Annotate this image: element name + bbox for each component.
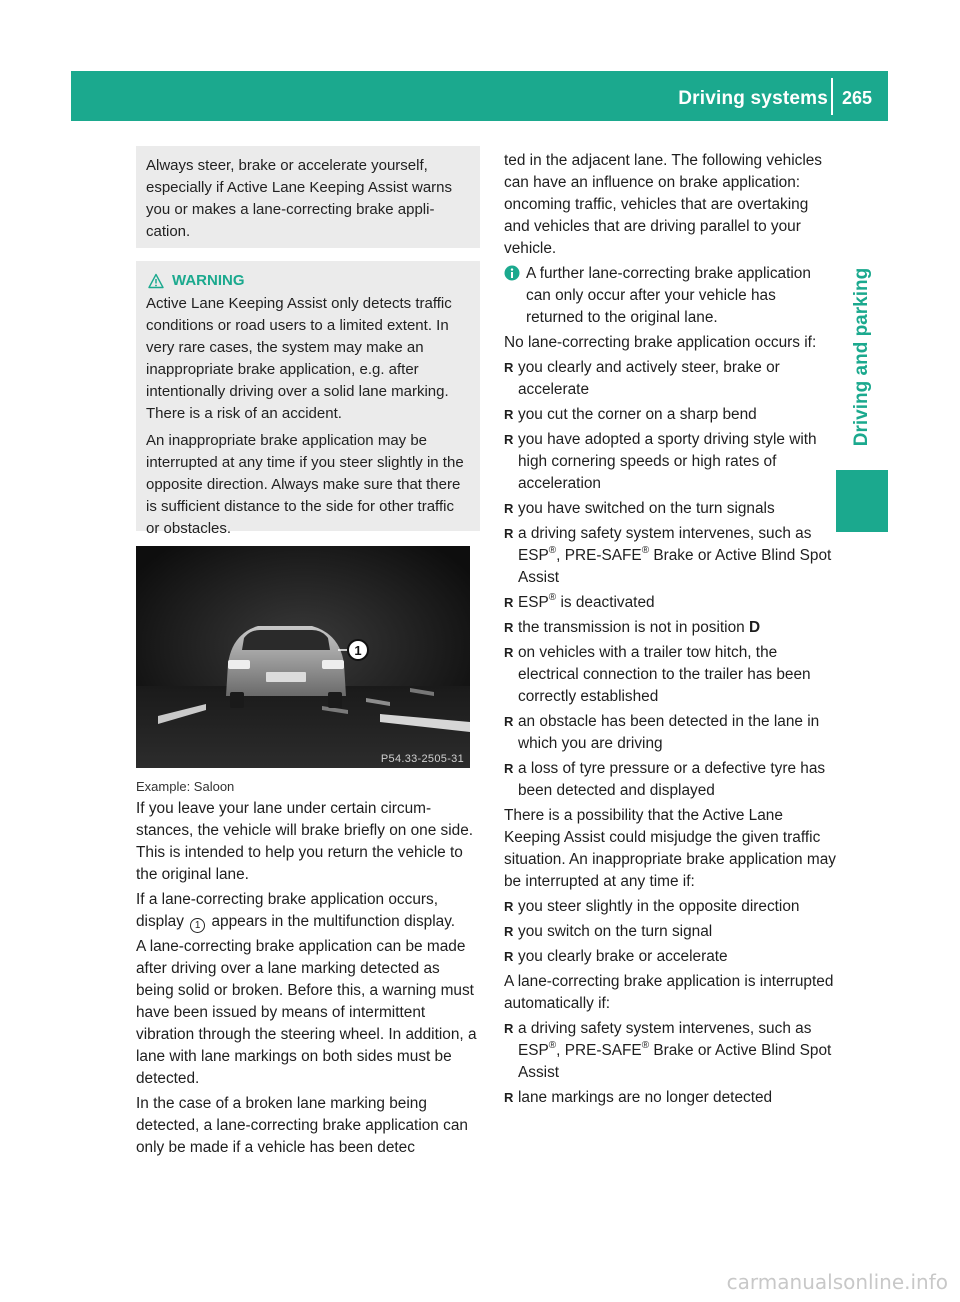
side-tab-label: Driving and parking [851,267,872,447]
side-tab-marker [836,470,888,532]
paragraph: In the case of a broken lane marking being detected, a lane-correcting brake application can only be made if a vehicle has been detec [136,1095,468,1156]
info-icon [504,265,520,281]
list-item: R an obstacle has been detected in the lane in which you are driving [504,711,836,755]
car-icon [226,626,346,708]
list-item: R you steer slightly in the opposite direction [504,896,836,918]
list-item: R you have switched on the turn signals [504,498,836,520]
figure-code: P54.33-2505-31 [380,753,464,765]
paragraph: If you leave your lane under certain circumstances, the vehicle will brake briefly on one side. This is intended to help you return the vehicle to the original lane. [136,800,474,883]
paragraph: ted in the adjacent lane. The following vehicles can have an influence on brake application: oncoming traffic, vehicles that are overtaking and vehicles that are driving parallel to your vehicle. [504,152,822,257]
figure-multifunction-display [136,546,470,768]
warning-box [136,261,480,537]
paragraph: There is a possibility that the Active Lane Keeping Assist could misjudge the given traffic situation. An inappropriate brake application may be interrupted at any time if: [504,807,836,890]
side-tab [848,263,876,451]
paragraph: A lane-correcting brake application is interrupted automatically if: [504,973,834,1012]
condition-list [504,357,836,802]
warning-triangle-icon [148,273,164,289]
left-body [136,798,480,1159]
list-item: R you clearly brake or accelerate [504,946,836,968]
display-callout: 1 [190,918,205,933]
paragraph: If a lane-correcting brake application occurs, display 1 appears in the multifunction display. [136,891,456,931]
interrupt-list [504,896,836,968]
figure-caption: Example: Saloon [136,779,235,794]
warning-text-1: Active Lane Keeping Assist only detects traffic conditions or road users to a limited extent. In very rare cases, the system may make an inappropriate brake application, e.g. after intentionally driving over a solid lane marking. There is a risk of an accident. [146,295,452,422]
warning-heading [146,270,470,292]
header-divider [831,78,833,115]
list-item: R you have adopted a sporty driving style with high cornering speeds or high rates of acceleration [504,429,836,495]
list-item: R lane markings are no longer detected [504,1087,836,1109]
right-column [504,150,836,1112]
auto-interrupt-list [504,1018,836,1109]
page-number: 265 [842,88,873,108]
list-item: R you cut the corner on a sharp bend [504,404,836,426]
paragraph: A lane-correcting brake application can be made after driving over a lane marking detected as being solid or broken. Before this, a warning must have been issued by means of intermittent vibration through the steering wheel. In addition, a lane with lane markings on both sides must be detected. [136,938,477,1087]
list-item: R a driving safety system intervenes, such as ESP®, PRE-SAFE® Brake or Active Blind Spot Assist [504,523,836,589]
left-column [136,146,480,1162]
info-note [504,263,836,329]
info-text: A further lane-correcting brake application can only occur after your vehicle has returned to the original lane. [526,265,811,326]
warning-text-2: An inappropriate brake application may be interrupted at any time if you steer slightly in the opposite direction. Always make sure that there is sufficient distance to the side for other traffic or obstacles. [146,432,464,537]
section-title: Driving systems [678,88,828,109]
list-item: R ESP® is deactivated [504,592,836,614]
list-item: R a loss of tyre pressure or a defective tyre has been detected and displayed [504,758,836,802]
list-item: R you switch on the turn signal [504,921,836,943]
list-item: R a driving safety system intervenes, such as ESP®, PRE-SAFE® Brake or Active Blind Spot Assist [504,1018,836,1084]
list-item: R you clearly and actively steer, brake or accelerate [504,357,836,401]
watermark: carmanualsonline.info [726,1270,948,1294]
note-text: Always steer, brake or accelerate yourself, especially if Active Lane Keeping Assist warns you or makes a lane-correcting brake application. [146,157,452,240]
car-lane-illustration [136,546,470,768]
warning-title: WARNING [172,272,245,289]
callout-number: 1 [354,643,362,658]
list-item: R the transmission is not in position D [504,617,836,639]
note-box [136,146,480,248]
list-item: R on vehicles with a trailer tow hitch, the electrical connection to the trailer has been correctly established [504,642,836,708]
paragraph: No lane-correcting brake application occurs if: [504,334,817,351]
